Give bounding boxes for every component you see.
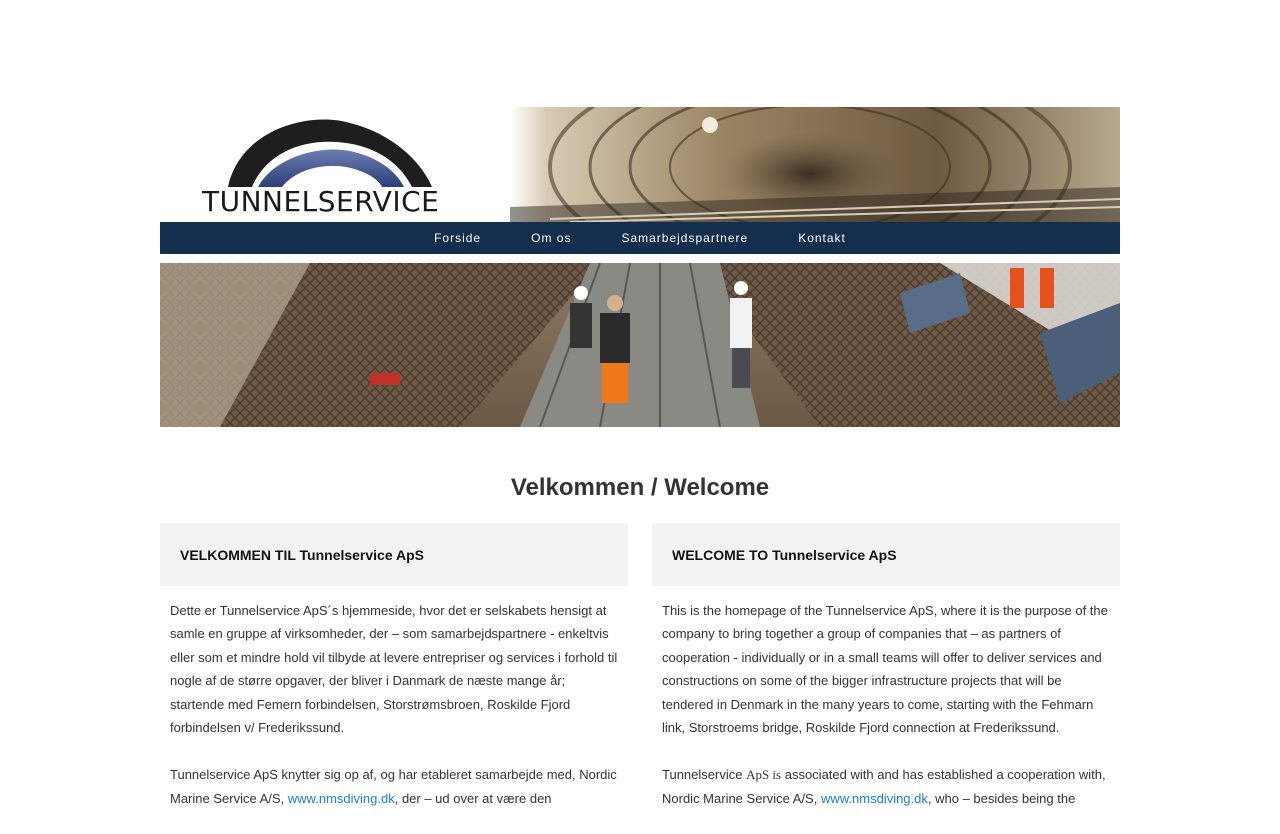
danish-paragraph-1: Dette er Tunnelservice ApS´s hjemmeside, hvor det er selskabets hensigt at samle en gruppe af virksomheder, der – som samarbejdspartnere - enkeltvis eller som et mindre hold vil tilbyde at levere entrepriser og services i forhold til nogle af de større opgaver, der bliver i Danmark de næste mange år; startende med Femern forbindelsen, Storstrømsbroen, Roskilde Fjord forbindelsen v/ Frederikssund. [170, 603, 618, 736]
english-paragraph-1: This is the homepage of the Tunnelservice ApS, where it is the purpose of the company to bring together a group of companies that – as partners of cooperation - individually or in a small teams will offer to deliver services and constructions on some of the bigger infrastructure projects that will be tendered in Denmark in the many years to come, starting with the Fehmarn link, Storstroems bridge, Roskilde Fjord connection at Frederikssund. [662, 603, 1108, 736]
english-paragraph-2-text: Tunnelservice [662, 767, 747, 783]
nav-item-forside[interactable]: Forside [434, 231, 482, 245]
english-heading: WELCOME TO Tunnelservice ApS [652, 523, 1120, 586]
english-body [652, 586, 1120, 810]
danish-column [160, 523, 628, 834]
english-paragraph-2-text-mid: associated with and has established a cooperation with, Nordic Marine Service A/S, [662, 767, 1106, 806]
logo-text: TUNNELSERVICE [202, 185, 440, 218]
english-paragraph-2-serif: ApS is [746, 767, 782, 783]
welcome-title: Velkommen / Welcome [510, 474, 770, 501]
english-column [652, 523, 1120, 834]
danish-body [160, 586, 628, 810]
site-header [160, 107, 1120, 222]
danish-paragraph-2-text: Tunnelservice ApS knytter sig op af, og har etableret samarbejde med, Nordic Marine Service A/S, [170, 767, 617, 806]
tunnel-header-image [510, 107, 1120, 222]
danish-paragraph-2 [170, 763, 618, 810]
nav-item-om-os[interactable]: Om os [531, 231, 572, 245]
nav-item-samarbejdspartnere[interactable]: Samarbejdspartnere [621, 231, 749, 245]
danish-heading: VELKOMMEN TIL Tunnelservice ApS [160, 523, 628, 586]
nmsdiving-link[interactable]: www.nmsdiving.dk [287, 790, 395, 806]
english-paragraph-2-text-end: , who – besides being the [927, 790, 1076, 806]
site-logo[interactable] [200, 119, 466, 219]
nav-item-kontakt[interactable]: Kontakt [798, 231, 846, 245]
english-paragraph-2 [662, 763, 1110, 810]
main-navigation [160, 222, 1120, 254]
construction-banner-image [160, 263, 1120, 427]
nmsdiving-link-en[interactable]: www.nmsdiving.dk [820, 790, 928, 806]
danish-paragraph-2-text-end: , der – ud over at være den [394, 790, 552, 806]
